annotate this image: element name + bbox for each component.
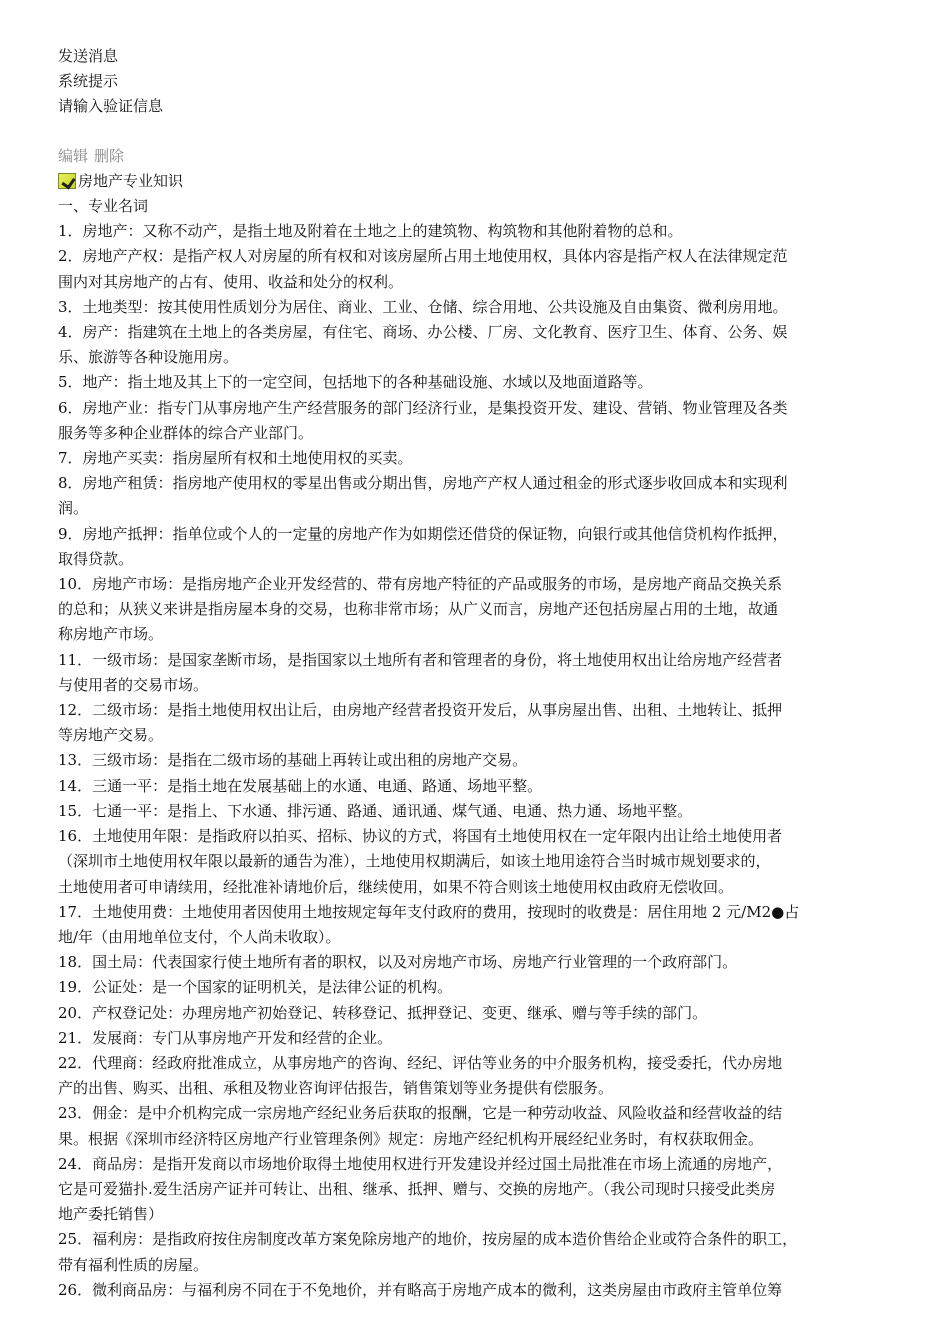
definition-line: （深圳市土地使用权年限以最新的通告为准），土地使用权期满后，如该土地用途符合当时城市规划要求的， xyxy=(58,852,771,871)
verify-prompt-label: 请输入验证信息 xyxy=(58,97,164,116)
definition-line: 围内对其房地产的占有、使用、收益和处分的权利。 xyxy=(58,272,404,291)
definition-line: 3．土地类型：按其使用性质划分为居住、商业、工业、仓储、综合用地、公共设施及自由集资、微利房用地。 xyxy=(58,297,788,316)
definition-line: 20．产权登记处：办理房地产初始登记、转移登记、抵押登记、变更、继承、赠与等手续的部门。 xyxy=(58,1003,708,1022)
definition-line: 9．房地产抵押：指单位或个人的一定量的房地产作为如期偿还借贷的保证物，向银行或其他信贷机构作抵押， xyxy=(58,524,788,543)
definition-line: 与使用者的交易市场。 xyxy=(58,675,209,694)
action-bar xyxy=(58,144,888,169)
definition-line: 25．福利房：是指政府按住房制度改革方案免除房地产的地价，按房屋的成本造价售给企业或符合条件的职工， xyxy=(58,1230,798,1249)
definition-item xyxy=(58,572,888,648)
definition-item xyxy=(58,748,888,773)
definition-line: 17．土地使用费：土地使用者因使用土地按规定每年支付政府的费用，按现时的收费是：居住用地 2 元/M2●占 xyxy=(58,902,800,921)
definition-line: 7．房地产买卖：指房屋所有权和土地使用权的买卖。 xyxy=(58,449,413,468)
doc-title-row xyxy=(58,169,888,194)
definition-item xyxy=(58,522,888,572)
definition-line: 4．房产：指建筑在土地上的各类房屋，有住宅、商场、办公楼、厂房、文化教育、医疗卫生、体育、公务、娱 xyxy=(58,323,788,342)
definition-line: 乐、旅游等各种设施用房。 xyxy=(58,348,239,367)
spacer xyxy=(58,120,888,144)
definition-line: 等房地产交易。 xyxy=(58,726,164,745)
delete-link[interactable]: 删除 xyxy=(94,146,125,165)
definition-line: 24．商品房：是指开发商以市场地价取得土地使用权进行开发建设并经过国土局批准在市场上流通的房地产， xyxy=(58,1154,783,1173)
definition-item xyxy=(58,1001,888,1026)
definition-item xyxy=(58,975,888,1000)
definition-item xyxy=(58,471,888,521)
definition-item xyxy=(58,824,888,900)
definition-line: 地/年（由用地单位支付，个人尚未收取）。 xyxy=(58,927,341,946)
definition-line: 地产委托销售） xyxy=(58,1205,164,1224)
definition-item xyxy=(58,900,888,950)
definition-line: 19．公证处：是一个国家的证明机关，是法律公证的机构。 xyxy=(58,978,453,997)
definition-item xyxy=(58,1278,888,1303)
definition-line: 的总和；从狭义来讲是指房屋本身的交易，也称非常市场；从广义而言，房地产还包括房屋占用的土地，故通 xyxy=(58,600,779,619)
definition-item xyxy=(58,799,888,824)
definition-item xyxy=(58,320,888,370)
definition-item xyxy=(58,446,888,471)
definition-item xyxy=(58,648,888,698)
definition-item xyxy=(58,1051,888,1101)
definition-line: 6．房地产业：指专门从事房地产生产经营服务的部门经济行业，是集投资开发、建设、营销、物业管理及各类 xyxy=(58,398,788,417)
definition-line: 23．佣金：是中介机构完成一宗房地产经纪业务后获取的报酬，它是一种劳动收益、风险收益和经营收益的结 xyxy=(58,1104,783,1123)
definition-item xyxy=(58,370,888,395)
definition-line: 15．七通一平：是指上、下水通、排污通、路通、通讯通、煤气通、电通、热力通、场地平整。 xyxy=(58,801,693,820)
definition-item xyxy=(58,1152,888,1228)
section-heading: 一、专业名词 xyxy=(58,197,149,216)
document-page xyxy=(58,44,888,1303)
definition-line: 带有福利性质的房屋。 xyxy=(58,1255,209,1274)
definition-line: 1．房地产：又称不动产，是指土地及附着在土地之上的建筑物、构筑物和其他附着物的总和。 xyxy=(58,222,683,241)
definition-item xyxy=(58,396,888,446)
definition-item xyxy=(58,219,888,244)
definition-item xyxy=(58,950,888,975)
definition-line: 产的出售、购买、出租、承租及物业咨询评估报告，销售策划等业务提供有偿服务。 xyxy=(58,1079,614,1098)
definition-item xyxy=(58,295,888,320)
definition-item xyxy=(58,1227,888,1277)
definition-line: 土地使用者可申请续用，经批准补请地价后，继续使用，如果不符合则该土地使用权由政府无偿收回。 xyxy=(58,877,734,896)
definition-item xyxy=(58,1101,888,1151)
definition-line: 润。 xyxy=(58,499,89,518)
doc-title: 房地产专业知识 xyxy=(78,171,184,190)
document-icon[interactable] xyxy=(58,173,76,189)
definition-line: 10．房地产市场：是指房地产企业开发经营的、带有房地产特征的产品或服务的市场，是房地产商品交换关系 xyxy=(58,575,783,594)
system-tip-label: 系统提示 xyxy=(58,72,119,91)
definition-line: 21．发展商：专门从事房地产开发和经营的企业。 xyxy=(58,1028,393,1047)
definition-line: 12．二级市场：是指土地使用权出让后，由房地产经营者投资开发后，从事房屋出售、出租、土地转让、抵押 xyxy=(58,701,783,720)
definition-line: 8．房地产租赁：指房地产使用权的零星出售或分期出售，房地产产权人通过租金的形式逐步收回成本和实现利 xyxy=(58,474,788,493)
edit-link[interactable]: 编辑 xyxy=(58,146,89,165)
definition-line: 18．国土局：代表国家行使土地所有者的职权，以及对房地产市场、房地产行业管理的一个政府部门。 xyxy=(58,953,738,972)
definition-line: 取得贷款。 xyxy=(58,549,134,568)
definition-item xyxy=(58,698,888,748)
definition-line: 11．一级市场：是国家垄断市场，是指国家以土地所有者和管理者的身份，将土地使用权出让给房地产经营者 xyxy=(58,650,783,669)
definition-line: 果。根据《深圳市经济特区房地产行业管理条例》规定：房地产经纪机构开展经纪业务时，有权获取佣金。 xyxy=(58,1129,764,1148)
send-message-link[interactable]: 发送消息 xyxy=(58,47,119,65)
definition-line: 26．微利商品房：与福利房不同在于不免地价，并有略高于房地产成本的微利，这类房屋由市政府主管单位筹 xyxy=(58,1280,783,1299)
definition-line: 5．地产：指土地及其上下的一定空间，包括地下的各种基础设施、水域以及地面道路等。 xyxy=(58,373,653,392)
definition-line: 2．房地产产权：是指产权人对房屋的所有权和对该房屋所占用土地使用权，具体内容是指产权人在法律规定范 xyxy=(58,247,788,266)
definition-item xyxy=(58,774,888,799)
definition-line: 称房地产市场。 xyxy=(58,625,164,644)
definition-line: 13．三级市场：是指在二级市场的基础上再转让或出租的房地产交易。 xyxy=(58,751,528,770)
definition-line: 16．土地使用年限：是指政府以拍买、招标、协议的方式，将国有土地使用权在一定年限内出让给土地使用者 xyxy=(58,827,783,846)
definition-item xyxy=(58,244,888,294)
definition-list xyxy=(58,219,888,1303)
definition-line: 22．代理商：经政府批准成立，从事房地产的咨询、经纪、评估等业务的中介服务机构，接受委托，代办房地 xyxy=(58,1053,783,1072)
definition-line: 14．三通一平：是指土地在发展基础上的水通、电通、路通、场地平整。 xyxy=(58,776,543,795)
definition-line: 它是可爱猫扑.爱生活房产证并可转让、出租、继承、抵押、赠与、交换的房地产。（我公司现时只接受此类房 xyxy=(58,1179,776,1198)
definition-item xyxy=(58,1026,888,1051)
definition-line: 服务等多种企业群体的综合产业部门。 xyxy=(58,423,314,442)
